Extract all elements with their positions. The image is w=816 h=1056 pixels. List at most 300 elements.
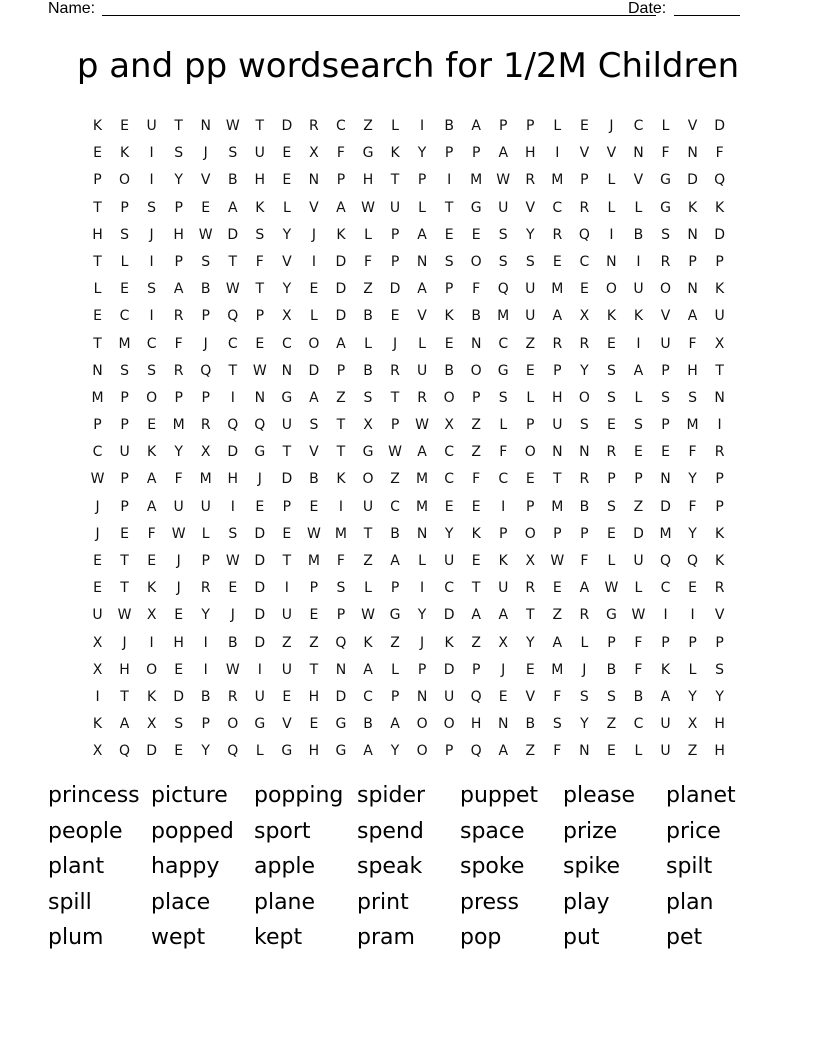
- grid-cell[interactable]: D: [254, 525, 266, 542]
- grid-cell[interactable]: D: [281, 118, 293, 134]
- grid-cell[interactable]: U: [146, 118, 157, 134]
- grid-cell[interactable]: R: [579, 335, 590, 352]
- grid-cell[interactable]: U: [254, 688, 265, 705]
- grid-cell[interactable]: I: [95, 688, 100, 705]
- grid-cell[interactable]: F: [255, 253, 264, 270]
- grid-cell[interactable]: I: [203, 661, 208, 678]
- grid-cell[interactable]: T: [553, 471, 562, 488]
- grid-cell[interactable]: Z: [363, 553, 373, 569]
- grid-cell[interactable]: N: [308, 172, 320, 189]
- grid-cell[interactable]: R: [579, 607, 590, 624]
- grid-cell[interactable]: D: [308, 362, 320, 379]
- grid-cell[interactable]: J: [392, 335, 398, 352]
- grid-cell[interactable]: B: [444, 362, 454, 379]
- grid-cell[interactable]: W: [198, 226, 213, 243]
- grid-cell[interactable]: J: [203, 145, 208, 162]
- grid-cell[interactable]: P: [201, 716, 210, 733]
- grid-cell[interactable]: R: [579, 471, 590, 488]
- grid-cell[interactable]: E: [282, 688, 292, 705]
- grid-cell[interactable]: P: [526, 417, 535, 434]
- grid-cell[interactable]: N: [470, 335, 482, 352]
- grid-cell[interactable]: S: [174, 716, 184, 733]
- grid-cell[interactable]: L: [499, 417, 508, 434]
- grid-cell[interactable]: L: [607, 553, 616, 569]
- grid-cell[interactable]: V: [282, 253, 292, 270]
- grid-cell[interactable]: S: [228, 525, 238, 542]
- grid-cell[interactable]: V: [606, 145, 617, 162]
- grid-cell[interactable]: P: [390, 253, 400, 270]
- grid-cell[interactable]: G: [362, 145, 374, 162]
- grid-cell[interactable]: L: [364, 335, 372, 352]
- grid-cell[interactable]: O: [443, 389, 455, 406]
- grid-cell[interactable]: Y: [688, 525, 697, 542]
- grid-cell[interactable]: H: [362, 172, 374, 189]
- grid-cell[interactable]: O: [416, 743, 428, 760]
- grid-cell[interactable]: P: [688, 634, 697, 651]
- grid-cell[interactable]: F: [336, 553, 345, 569]
- grid-cell[interactable]: E: [471, 498, 481, 515]
- grid-cell[interactable]: Y: [417, 145, 427, 162]
- grid-cell[interactable]: S: [498, 226, 508, 243]
- grid-cell[interactable]: R: [606, 444, 617, 461]
- grid-cell[interactable]: G: [254, 444, 266, 461]
- grid-cell[interactable]: W: [225, 281, 240, 298]
- grid-cell[interactable]: K: [336, 471, 346, 488]
- grid-cell[interactable]: I: [149, 253, 154, 270]
- grid-cell[interactable]: H: [525, 145, 536, 162]
- grid-cell[interactable]: E: [552, 580, 562, 597]
- grid-cell[interactable]: L: [661, 118, 670, 134]
- grid-cell[interactable]: M: [416, 471, 429, 488]
- grid-cell[interactable]: F: [553, 688, 562, 705]
- grid-cell[interactable]: I: [149, 172, 154, 189]
- grid-cell[interactable]: S: [579, 688, 589, 705]
- grid-cell[interactable]: E: [444, 226, 454, 243]
- grid-cell[interactable]: V: [714, 607, 725, 624]
- grid-cell[interactable]: D: [254, 580, 266, 597]
- grid-cell[interactable]: A: [390, 553, 400, 569]
- grid-cell[interactable]: K: [633, 308, 644, 325]
- grid-cell[interactable]: N: [660, 471, 671, 488]
- grid-cell[interactable]: K: [498, 553, 508, 569]
- grid-cell[interactable]: P: [201, 389, 210, 406]
- grid-cell[interactable]: P: [526, 118, 535, 134]
- grid-cell[interactable]: N: [633, 145, 644, 162]
- grid-cell[interactable]: H: [173, 634, 184, 651]
- grid-cell[interactable]: I: [149, 145, 154, 162]
- grid-cell[interactable]: U: [633, 553, 644, 569]
- grid-cell[interactable]: J: [176, 553, 181, 569]
- grid-cell[interactable]: E: [579, 281, 589, 298]
- grid-cell[interactable]: J: [149, 226, 154, 243]
- grid-cell[interactable]: P: [120, 417, 129, 434]
- grid-cell[interactable]: N: [687, 226, 698, 243]
- grid-cell[interactable]: L: [255, 743, 264, 760]
- grid-cell[interactable]: B: [471, 308, 481, 325]
- grid-cell[interactable]: S: [606, 688, 616, 705]
- grid-cell[interactable]: Z: [525, 335, 536, 352]
- grid-cell[interactable]: Q: [470, 688, 482, 705]
- grid-cell[interactable]: S: [498, 389, 508, 406]
- grid-cell[interactable]: S: [552, 716, 562, 733]
- grid-cell[interactable]: W: [361, 199, 375, 216]
- grid-cell[interactable]: J: [95, 525, 100, 542]
- grid-cell[interactable]: I: [149, 634, 154, 651]
- grid-cell[interactable]: B: [309, 471, 319, 488]
- grid-cell[interactable]: Y: [174, 172, 183, 189]
- grid-cell[interactable]: P: [336, 172, 346, 189]
- grid-cell[interactable]: U: [362, 498, 374, 515]
- grid-cell[interactable]: A: [471, 607, 481, 624]
- grid-cell[interactable]: E: [444, 498, 454, 515]
- grid-cell[interactable]: L: [364, 580, 372, 597]
- grid-cell[interactable]: K: [606, 308, 616, 325]
- grid-cell[interactable]: T: [390, 172, 400, 189]
- grid-cell[interactable]: S: [309, 417, 319, 434]
- grid-cell[interactable]: Y: [282, 281, 292, 298]
- grid-cell[interactable]: R: [227, 688, 238, 705]
- grid-cell[interactable]: D: [281, 471, 293, 488]
- grid-cell[interactable]: C: [363, 688, 373, 705]
- grid-cell[interactable]: E: [525, 661, 535, 678]
- grid-cell[interactable]: I: [690, 607, 695, 624]
- grid-cell[interactable]: S: [634, 417, 643, 434]
- grid-cell[interactable]: P: [526, 498, 535, 515]
- grid-cell[interactable]: S: [661, 226, 670, 243]
- grid-cell[interactable]: F: [499, 444, 508, 461]
- grid-cell[interactable]: V: [660, 308, 671, 325]
- grid-cell[interactable]: K: [471, 525, 481, 542]
- grid-cell[interactable]: E: [471, 226, 481, 243]
- grid-cell[interactable]: F: [634, 661, 643, 678]
- grid-cell[interactable]: J: [230, 607, 235, 624]
- grid-cell[interactable]: X: [444, 417, 454, 434]
- grid-cell[interactable]: P: [715, 253, 724, 270]
- grid-cell[interactable]: G: [335, 716, 347, 733]
- grid-cell[interactable]: U: [660, 716, 671, 733]
- grid-cell[interactable]: T: [282, 444, 292, 461]
- grid-cell[interactable]: P: [201, 308, 210, 325]
- grid-cell[interactable]: P: [715, 471, 724, 488]
- grid-cell[interactable]: W: [604, 580, 619, 597]
- grid-cell[interactable]: B: [227, 634, 238, 651]
- grid-cell[interactable]: U: [281, 417, 292, 434]
- grid-cell[interactable]: P: [390, 417, 400, 434]
- grid-cell[interactable]: W: [117, 607, 132, 624]
- grid-cell[interactable]: U: [281, 661, 292, 678]
- grid-cell[interactable]: F: [174, 335, 183, 352]
- grid-cell[interactable]: Y: [525, 226, 535, 243]
- grid-cell[interactable]: U: [254, 145, 265, 162]
- grid-cell[interactable]: R: [417, 389, 427, 406]
- grid-cell[interactable]: P: [661, 417, 670, 434]
- grid-cell[interactable]: I: [230, 389, 235, 406]
- grid-cell[interactable]: U: [660, 743, 671, 760]
- grid-cell[interactable]: U: [525, 308, 536, 325]
- grid-cell[interactable]: A: [579, 580, 590, 597]
- grid-cell[interactable]: Z: [633, 498, 644, 515]
- grid-cell[interactable]: U: [173, 498, 184, 515]
- grid-cell[interactable]: J: [203, 335, 208, 352]
- grid-cell[interactable]: S: [579, 417, 589, 434]
- grid-cell[interactable]: W: [225, 661, 240, 678]
- grid-cell[interactable]: O: [443, 716, 455, 733]
- grid-cell[interactable]: S: [661, 389, 670, 406]
- grid-cell[interactable]: K: [336, 226, 346, 243]
- grid-cell[interactable]: I: [420, 118, 425, 134]
- grid-cell[interactable]: K: [715, 281, 725, 298]
- grid-cell[interactable]: E: [525, 471, 535, 488]
- grid-cell[interactable]: R: [552, 226, 563, 243]
- grid-cell[interactable]: T: [93, 253, 102, 270]
- grid-cell[interactable]: Z: [471, 444, 481, 461]
- grid-cell[interactable]: R: [552, 335, 563, 352]
- grid-cell[interactable]: C: [390, 498, 400, 515]
- grid-cell[interactable]: L: [688, 661, 697, 678]
- grid-cell[interactable]: A: [498, 743, 509, 760]
- grid-cell[interactable]: C: [444, 471, 455, 488]
- grid-cell[interactable]: M: [551, 172, 564, 189]
- grid-cell[interactable]: N: [416, 688, 428, 705]
- grid-cell[interactable]: C: [579, 253, 590, 270]
- grid-cell[interactable]: I: [717, 417, 722, 434]
- grid-cell[interactable]: K: [715, 525, 725, 542]
- grid-cell[interactable]: E: [688, 580, 697, 597]
- grid-cell[interactable]: S: [606, 498, 616, 515]
- grid-cell[interactable]: P: [471, 389, 481, 406]
- grid-cell[interactable]: Y: [715, 688, 724, 705]
- grid-cell[interactable]: L: [634, 580, 643, 597]
- grid-cell[interactable]: G: [281, 389, 293, 406]
- grid-cell[interactable]: W: [550, 553, 565, 569]
- grid-cell[interactable]: O: [146, 661, 158, 678]
- grid-cell[interactable]: I: [257, 661, 262, 678]
- grid-cell[interactable]: C: [498, 471, 509, 488]
- grid-cell[interactable]: M: [659, 525, 672, 542]
- grid-cell[interactable]: P: [417, 172, 427, 189]
- grid-cell[interactable]: F: [580, 553, 589, 569]
- grid-cell[interactable]: M: [470, 172, 483, 189]
- grid-cell[interactable]: S: [147, 362, 157, 379]
- grid-cell[interactable]: R: [525, 580, 536, 597]
- grid-cell[interactable]: P: [174, 199, 183, 216]
- grid-cell[interactable]: K: [92, 118, 103, 134]
- grid-cell[interactable]: D: [335, 308, 347, 325]
- grid-cell[interactable]: Z: [552, 607, 563, 624]
- grid-cell[interactable]: N: [200, 118, 211, 134]
- grid-cell[interactable]: A: [498, 145, 509, 162]
- grid-cell[interactable]: X: [146, 716, 157, 733]
- grid-cell[interactable]: A: [417, 281, 427, 298]
- grid-cell[interactable]: N: [552, 444, 563, 461]
- grid-cell[interactable]: J: [501, 661, 506, 678]
- grid-cell[interactable]: P: [390, 688, 400, 705]
- grid-cell[interactable]: L: [580, 634, 589, 651]
- grid-cell[interactable]: C: [444, 444, 455, 461]
- grid-cell[interactable]: K: [119, 145, 130, 162]
- grid-cell[interactable]: X: [282, 308, 292, 325]
- grid-cell[interactable]: T: [228, 362, 238, 379]
- grid-cell[interactable]: D: [714, 226, 725, 243]
- grid-cell[interactable]: R: [525, 172, 536, 189]
- grid-cell[interactable]: N: [416, 253, 428, 270]
- grid-cell[interactable]: D: [335, 688, 347, 705]
- grid-cell[interactable]: R: [173, 362, 184, 379]
- grid-cell[interactable]: F: [147, 525, 156, 542]
- grid-cell[interactable]: P: [390, 580, 400, 597]
- grid-cell[interactable]: I: [284, 580, 289, 597]
- grid-cell[interactable]: B: [200, 688, 211, 705]
- grid-cell[interactable]: R: [660, 253, 671, 270]
- grid-cell[interactable]: C: [92, 444, 103, 461]
- grid-cell[interactable]: Q: [687, 553, 699, 569]
- grid-cell[interactable]: Z: [390, 471, 400, 488]
- grid-cell[interactable]: Y: [417, 607, 427, 624]
- grid-cell[interactable]: P: [471, 145, 481, 162]
- grid-cell[interactable]: O: [578, 389, 590, 406]
- grid-cell[interactable]: A: [552, 308, 563, 325]
- grid-cell[interactable]: G: [389, 607, 401, 624]
- grid-cell[interactable]: U: [119, 444, 130, 461]
- grid-cell[interactable]: V: [525, 199, 536, 216]
- grid-cell[interactable]: L: [418, 335, 426, 352]
- grid-cell[interactable]: H: [254, 172, 266, 189]
- grid-cell[interactable]: N: [335, 661, 347, 678]
- grid-cell[interactable]: T: [228, 253, 238, 270]
- grid-cell[interactable]: T: [525, 607, 535, 624]
- grid-cell[interactable]: E: [634, 444, 643, 461]
- grid-cell[interactable]: D: [443, 661, 455, 678]
- grid-cell[interactable]: O: [362, 471, 374, 488]
- grid-cell[interactable]: G: [605, 607, 617, 624]
- grid-cell[interactable]: H: [119, 661, 130, 678]
- grid-cell[interactable]: I: [636, 253, 641, 270]
- grid-cell[interactable]: R: [173, 308, 184, 325]
- grid-cell[interactable]: W: [171, 525, 186, 542]
- grid-cell[interactable]: L: [418, 199, 426, 216]
- grid-cell[interactable]: D: [254, 634, 266, 651]
- grid-cell[interactable]: W: [415, 417, 429, 434]
- grid-cell[interactable]: I: [149, 308, 154, 325]
- grid-cell[interactable]: K: [92, 716, 103, 733]
- grid-cell[interactable]: Y: [580, 716, 589, 733]
- grid-cell[interactable]: P: [661, 362, 670, 379]
- grid-cell[interactable]: W: [496, 172, 511, 189]
- grid-cell[interactable]: O: [146, 389, 158, 406]
- grid-cell[interactable]: L: [634, 389, 643, 406]
- grid-cell[interactable]: E: [174, 743, 184, 760]
- grid-cell[interactable]: A: [417, 444, 427, 461]
- grid-cell[interactable]: E: [282, 145, 292, 162]
- grid-cell[interactable]: Z: [309, 634, 319, 651]
- grid-cell[interactable]: Y: [688, 471, 697, 488]
- grid-cell[interactable]: E: [93, 308, 102, 325]
- grid-cell[interactable]: S: [201, 253, 211, 270]
- grid-cell[interactable]: M: [416, 498, 429, 515]
- grid-cell[interactable]: Q: [227, 417, 239, 434]
- grid-cell[interactable]: V: [633, 172, 644, 189]
- grid-cell[interactable]: E: [120, 281, 129, 298]
- grid-cell[interactable]: A: [173, 281, 184, 298]
- grid-cell[interactable]: P: [336, 607, 346, 624]
- grid-cell[interactable]: R: [309, 118, 319, 134]
- grid-cell[interactable]: H: [714, 743, 725, 760]
- grid-cell[interactable]: Y: [201, 607, 210, 624]
- grid-cell[interactable]: E: [120, 525, 129, 542]
- grid-cell[interactable]: S: [363, 389, 373, 406]
- grid-cell[interactable]: I: [420, 580, 425, 597]
- grid-cell[interactable]: P: [715, 498, 724, 515]
- grid-cell[interactable]: K: [147, 688, 157, 705]
- grid-cell[interactable]: N: [281, 362, 293, 379]
- grid-cell[interactable]: K: [715, 553, 725, 569]
- grid-cell[interactable]: H: [308, 688, 320, 705]
- grid-cell[interactable]: C: [281, 335, 292, 352]
- grid-cell[interactable]: Z: [363, 281, 373, 298]
- grid-cell[interactable]: P: [93, 417, 102, 434]
- grid-cell[interactable]: D: [443, 607, 455, 624]
- grid-cell[interactable]: Y: [444, 525, 454, 542]
- grid-cell[interactable]: L: [607, 199, 616, 216]
- grid-cell[interactable]: S: [606, 362, 616, 379]
- grid-cell[interactable]: C: [227, 335, 238, 352]
- grid-cell[interactable]: T: [282, 553, 292, 569]
- grid-cell[interactable]: W: [252, 362, 267, 379]
- grid-cell[interactable]: C: [146, 335, 157, 352]
- grid-cell[interactable]: D: [389, 281, 401, 298]
- grid-cell[interactable]: L: [391, 661, 399, 678]
- grid-cell[interactable]: U: [525, 281, 536, 298]
- grid-cell[interactable]: E: [606, 417, 616, 434]
- grid-cell[interactable]: A: [498, 607, 509, 624]
- grid-cell[interactable]: B: [363, 716, 373, 733]
- grid-cell[interactable]: W: [361, 607, 375, 624]
- grid-cell[interactable]: E: [390, 308, 400, 325]
- grid-cell[interactable]: I: [555, 145, 560, 162]
- grid-cell[interactable]: Z: [363, 118, 373, 134]
- grid-cell[interactable]: V: [525, 688, 536, 705]
- grid-cell[interactable]: P: [553, 525, 562, 542]
- grid-cell[interactable]: V: [687, 118, 698, 134]
- grid-cell[interactable]: J: [176, 580, 181, 597]
- grid-cell[interactable]: X: [200, 444, 211, 461]
- grid-cell[interactable]: H: [227, 471, 239, 488]
- grid-cell[interactable]: P: [499, 118, 508, 134]
- grid-cell[interactable]: G: [254, 716, 266, 733]
- grid-cell[interactable]: G: [362, 444, 374, 461]
- grid-cell[interactable]: H: [470, 716, 482, 733]
- grid-cell[interactable]: A: [552, 634, 563, 651]
- grid-cell[interactable]: Q: [335, 634, 347, 651]
- grid-cell[interactable]: Y: [174, 444, 183, 461]
- grid-cell[interactable]: W: [225, 118, 240, 134]
- grid-cell[interactable]: G: [497, 362, 509, 379]
- grid-cell[interactable]: Z: [606, 716, 617, 733]
- grid-cell[interactable]: X: [525, 553, 536, 569]
- grid-cell[interactable]: J: [95, 498, 100, 515]
- grid-cell[interactable]: H: [173, 226, 184, 243]
- grid-cell[interactable]: C: [633, 118, 644, 134]
- grid-cell[interactable]: E: [606, 743, 616, 760]
- grid-cell[interactable]: X: [92, 661, 103, 678]
- grid-cell[interactable]: P: [580, 172, 589, 189]
- grid-cell[interactable]: Z: [390, 634, 400, 651]
- grid-cell[interactable]: S: [688, 389, 697, 406]
- grid-cell[interactable]: L: [607, 172, 616, 189]
- grid-cell[interactable]: S: [255, 226, 265, 243]
- grid-cell[interactable]: G: [660, 172, 671, 189]
- grid-cell[interactable]: P: [444, 145, 454, 162]
